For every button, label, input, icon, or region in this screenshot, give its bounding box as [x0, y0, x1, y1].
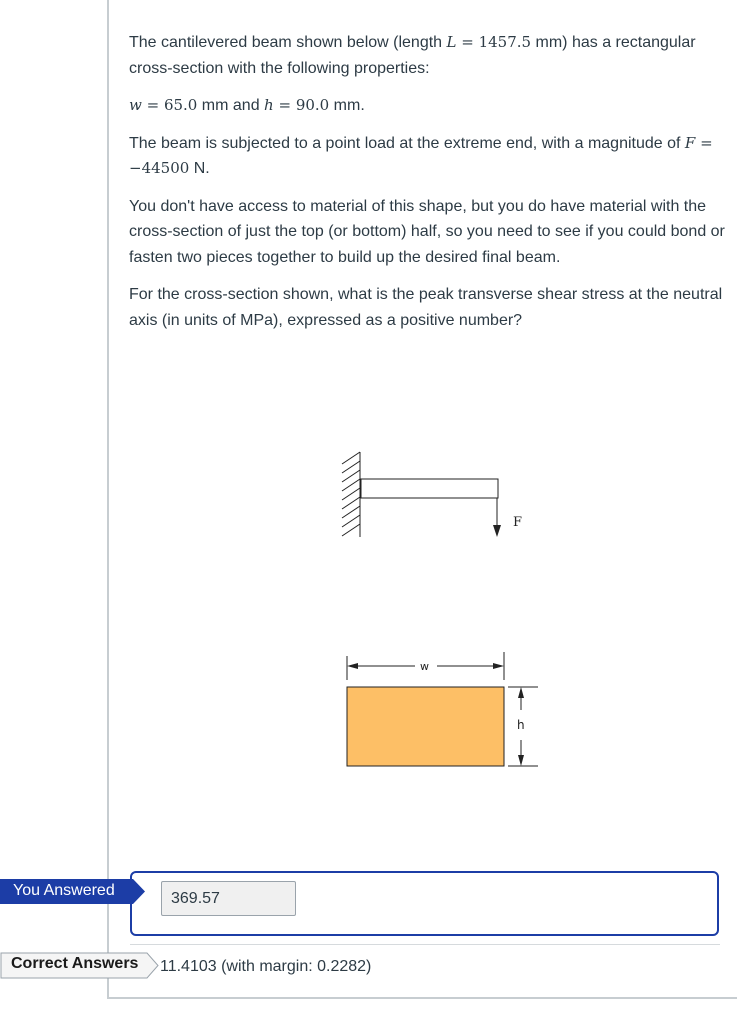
question-paragraph-5: For the cross-section shown, what is the peak transverse shear stress at the neutral axis (in units of MPa), expressed as a positive number? [129, 286, 723, 329]
width-math: w = 65.0 [129, 96, 198, 114]
answer-input[interactable]: 369.57 [161, 881, 296, 916]
question-paragraph-3: The beam is subjected to a point load at the extreme end, with a magnitude of F = −44500 N. [129, 133, 713, 177]
cross-section [347, 687, 504, 766]
correct-answers-tag [0, 952, 160, 979]
height-math: h = 90.0 [264, 96, 330, 114]
force-math: F = −44500 [129, 133, 713, 177]
correct-answers-label: Correct Answers [11, 955, 139, 972]
length-math: L = 1457.5 [446, 33, 532, 51]
height-label: h [517, 718, 525, 732]
wall-hatch [342, 452, 360, 537]
beam [361, 479, 498, 498]
question-paragraph-1: The cantilevered beam shown below (length L = 1457.5 mm) has a rectangular cross-section with the following properties: [129, 33, 696, 77]
question-paragraph-2: w = 65.0 mm and h = 90.0 mm. [129, 96, 365, 114]
force-label: F [513, 515, 523, 530]
force-arrow [493, 498, 501, 537]
question-paragraph-4: You don't have access to material of this shape, but you do have material with the cross-section of just the top (or bottom) half, so you need to see if you could bond or fasten two pieces together to build up the desired final beam. [129, 197, 725, 266]
you-answered-tag [0, 879, 145, 904]
answer-separator [130, 944, 720, 945]
width-label: w [420, 660, 429, 673]
you-answered-label: You Answered [13, 882, 115, 899]
correct-answer-value: 11.4103 (with margin: 0.2282) [160, 958, 372, 975]
